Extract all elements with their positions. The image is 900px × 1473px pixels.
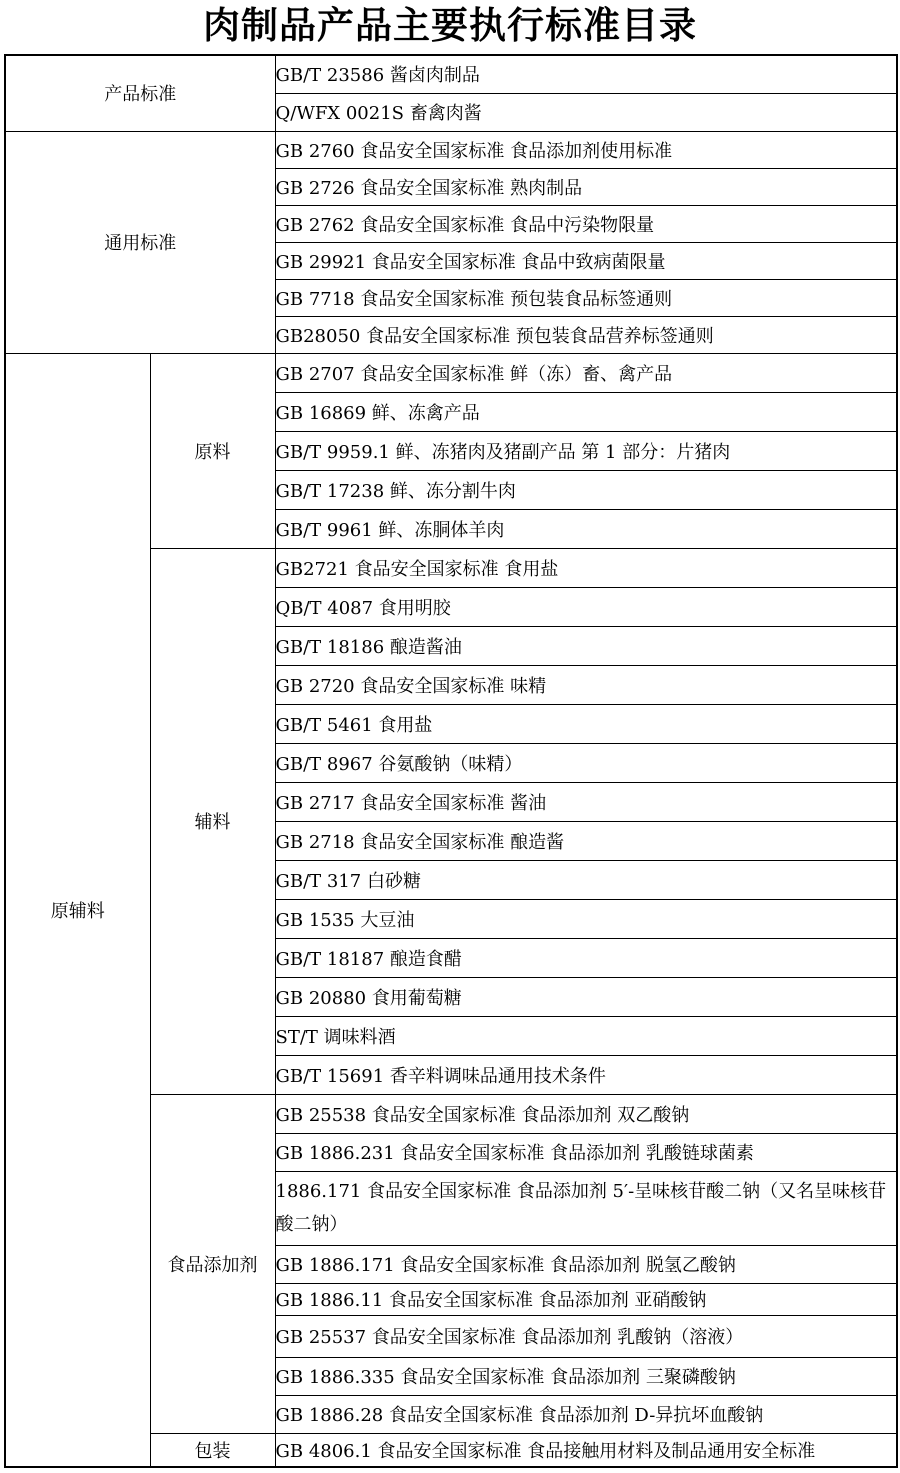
standard-item: Q/WFX 0021S 畜禽肉酱: [275, 93, 897, 131]
standard-item: GB/T 17238 鲜、冻分割牛肉: [275, 470, 897, 509]
standard-item: GB 1535 大豆油: [275, 899, 897, 938]
standard-item: GB/T 18186 酿造酱油: [275, 626, 897, 665]
standard-item: GB 2726 食品安全国家标准 熟肉制品: [275, 168, 897, 205]
standard-item: GB 25537 食品安全国家标准 食品添加剂 乳酸钠（溶液）: [275, 1315, 897, 1357]
standard-item: GB/T 8967 谷氨酸钠（味精）: [275, 743, 897, 782]
standard-item: GB 2720 食品安全国家标准 味精: [275, 665, 897, 704]
standard-item: GB 2762 食品安全国家标准 食品中污染物限量: [275, 205, 897, 242]
subcategory-auxiliary: 辅料: [150, 548, 275, 1094]
table-row: [5, 55, 897, 93]
standard-item: GB 2718 食品安全国家标准 酿造酱: [275, 821, 897, 860]
standard-item: GB 29921 食品安全国家标准 食品中致病菌限量: [275, 242, 897, 279]
standard-item: QB/T 4087 食用明胶: [275, 587, 897, 626]
subcategory-raw: 原料: [150, 353, 275, 548]
standard-item: GB/T 9961 鲜、冻胴体羊肉: [275, 509, 897, 548]
standard-item: GB2721 食品安全国家标准 食用盐: [275, 548, 897, 587]
standard-item: GB 1886.231 食品安全国家标准 食品添加剂 乳酸链球菌素: [275, 1133, 897, 1171]
standard-item: GB28050 食品安全国家标准 预包装食品营养标签通则: [275, 316, 897, 353]
standard-item: GB 16869 鲜、冻禽产品: [275, 392, 897, 431]
standard-item: GB 2717 食品安全国家标准 酱油: [275, 782, 897, 821]
standard-item: GB 1886.11 食品安全国家标准 食品添加剂 亚硝酸钠: [275, 1283, 897, 1315]
category-general-standards: 通用标准: [5, 131, 275, 353]
standard-item: GB 25538 食品安全国家标准 食品添加剂 双乙酸钠: [275, 1094, 897, 1133]
standard-item: GB/T 18187 酿造食醋: [275, 938, 897, 977]
standard-item: GB 1886.171 食品安全国家标准 食品添加剂 脱氢乙酸钠: [275, 1245, 897, 1283]
page-title: 肉制品产品主要执行标准目录: [203, 4, 697, 47]
standard-item: GB/T 5461 食用盐: [275, 704, 897, 743]
standard-item: GB/T 15691 香辛料调味品通用技术条件: [275, 1055, 897, 1094]
subcategory-food-additives: 食品添加剂: [150, 1094, 275, 1433]
standard-item: GB/T 9959.1 鲜、冻猪肉及猪副产品 第 1 部分：片猪肉: [275, 431, 897, 470]
category-raw-auxiliary: 原辅料: [5, 353, 150, 1467]
standard-item: GB 2707 食品安全国家标准 鲜（冻）畜、禽产品: [275, 353, 897, 392]
standard-item: GB/T 23586 酱卤肉制品: [275, 55, 897, 93]
category-product-standards: 产品标准: [5, 55, 275, 131]
standard-item: GB 20880 食用葡萄糖: [275, 977, 897, 1016]
standard-item: ST/T 调味料酒: [275, 1016, 897, 1055]
subcategory-packaging: 包装: [150, 1433, 275, 1467]
standard-item: GB 1886.335 食品安全国家标准 食品添加剂 三聚磷酸钠: [275, 1357, 897, 1395]
standards-table: [4, 54, 898, 1468]
standard-item: GB/T 317 白砂糖: [275, 860, 897, 899]
standard-item: GB 1886.28 食品安全国家标准 食品添加剂 D-异抗坏血酸钠: [275, 1395, 897, 1433]
table-row: [5, 131, 897, 168]
standard-item: GB 2760 食品安全国家标准 食品添加剂使用标准: [275, 131, 897, 168]
standard-item: GB 7718 食品安全国家标准 预包装食品标签通则: [275, 279, 897, 316]
standard-item: 1886.171 食品安全国家标准 食品添加剂 5′-呈味核苷酸二钠（又名呈味核苷酸二钠）: [275, 1171, 897, 1245]
standard-item: GB 4806.1 食品安全国家标准 食品接触用材料及制品通用安全标准: [275, 1433, 897, 1467]
table-row: [5, 353, 897, 392]
